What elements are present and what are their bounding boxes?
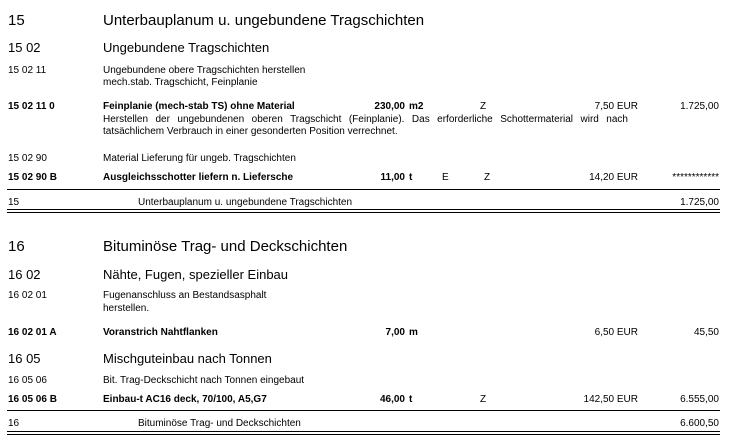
group-text: Bit. Trag-Deckschicht nach Tonnen eingebaut (103, 375, 305, 386)
summary-code: 15 (8, 197, 20, 208)
position-quantity: 7,00 (385, 327, 405, 338)
subsection-title: Mischguteinbau nach Tonnen (103, 351, 272, 366)
position-flag: Z (484, 172, 491, 183)
position-text: Ausgleichsschotter liefern n. Liefersche (103, 172, 294, 183)
position-unit-price: 7,50 EUR (594, 101, 638, 112)
position-text: Voranstrich Nahtflanken (103, 327, 218, 338)
summary-bottom-rule (7, 209, 720, 213)
position-total: 45,50 (693, 327, 719, 338)
subsection-code: 16 02 (8, 267, 41, 282)
position-text: Einbau-t AC16 deck, 70/100, A5,G7 (103, 394, 267, 405)
summary-bottom-rule (7, 431, 720, 435)
position-unit-price: 14,20 EUR (589, 172, 638, 183)
section-code: 16 (8, 238, 25, 255)
summary-title: Bituminöse Trag- und Deckschichten (138, 418, 301, 429)
position-total: ************ (672, 172, 719, 183)
section-code: 15 (8, 12, 25, 29)
position-flag-e: E (442, 172, 449, 183)
position-unit-price: 6,50 EUR (594, 327, 638, 338)
subsection-title: Nähte, Fugen, spezieller Einbau (103, 267, 289, 282)
group-text-line-1: Ungebundene obere Tragschichten herstellen (103, 65, 306, 76)
position-code: 16 02 01 A (8, 327, 57, 338)
position-code: 15 02 11 0 (8, 101, 55, 112)
position-flag: Z (480, 101, 487, 112)
position-flag: Z (480, 394, 487, 405)
subsection-code: 16 05 (8, 351, 41, 366)
position-total: 1.725,00 (680, 101, 719, 112)
subsection-title: Ungebundene Tragschichten (103, 40, 270, 55)
group-text: Material Lieferung für ungeb. Tragschichten (103, 153, 296, 164)
group-code: 15 02 11 (8, 65, 47, 76)
group-text-line-2: mech.stab. Tragschicht, Feinplanie (103, 77, 258, 88)
summary-code: 16 (8, 418, 20, 429)
position-unit: t (409, 172, 413, 183)
summary-total: 6.600,50 (680, 418, 719, 429)
group-text-line-2: herstellen. (103, 303, 150, 314)
summary-top-rule (7, 189, 720, 190)
position-description: Herstellen der ungebundenen oberen Tragschicht (Feinplanie). Das erforderliche Schottermaterial wird nach tatsächlichem Verbrauch in einer gesonderten Position verrechnet. (103, 114, 628, 137)
group-code: 16 05 06 (8, 375, 47, 386)
position-unit: m2 (409, 101, 424, 112)
section-title: Unterbauplanum u. ungebundene Tragschichten (103, 12, 425, 29)
summary-top-rule (7, 410, 720, 411)
summary-title: Unterbauplanum u. ungebundene Tragschichten (138, 197, 353, 208)
position-unit: t (409, 394, 413, 405)
position-code: 16 05 06 B (8, 394, 57, 405)
position-quantity: 230,00 (374, 101, 405, 112)
section-title: Bituminöse Trag- und Deckschichten (103, 238, 348, 255)
subsection-code: 15 02 (8, 40, 41, 55)
position-unit-price: 142,50 EUR (583, 394, 638, 405)
summary-total: 1.725,00 (680, 197, 719, 208)
group-code: 15 02 90 (8, 153, 47, 164)
group-code: 16 02 01 (8, 290, 47, 301)
position-text: Feinplanie (mech-stab TS) ohne Material (103, 101, 295, 112)
group-text-line-1: Fugenanschluss an Bestandsasphalt (103, 290, 267, 301)
position-quantity: 46,00 (379, 394, 405, 405)
position-total: 6.555,00 (680, 394, 719, 405)
position-quantity: 11,00 (380, 172, 405, 183)
position-code: 15 02 90 B (8, 172, 57, 183)
position-unit: m (409, 327, 418, 338)
